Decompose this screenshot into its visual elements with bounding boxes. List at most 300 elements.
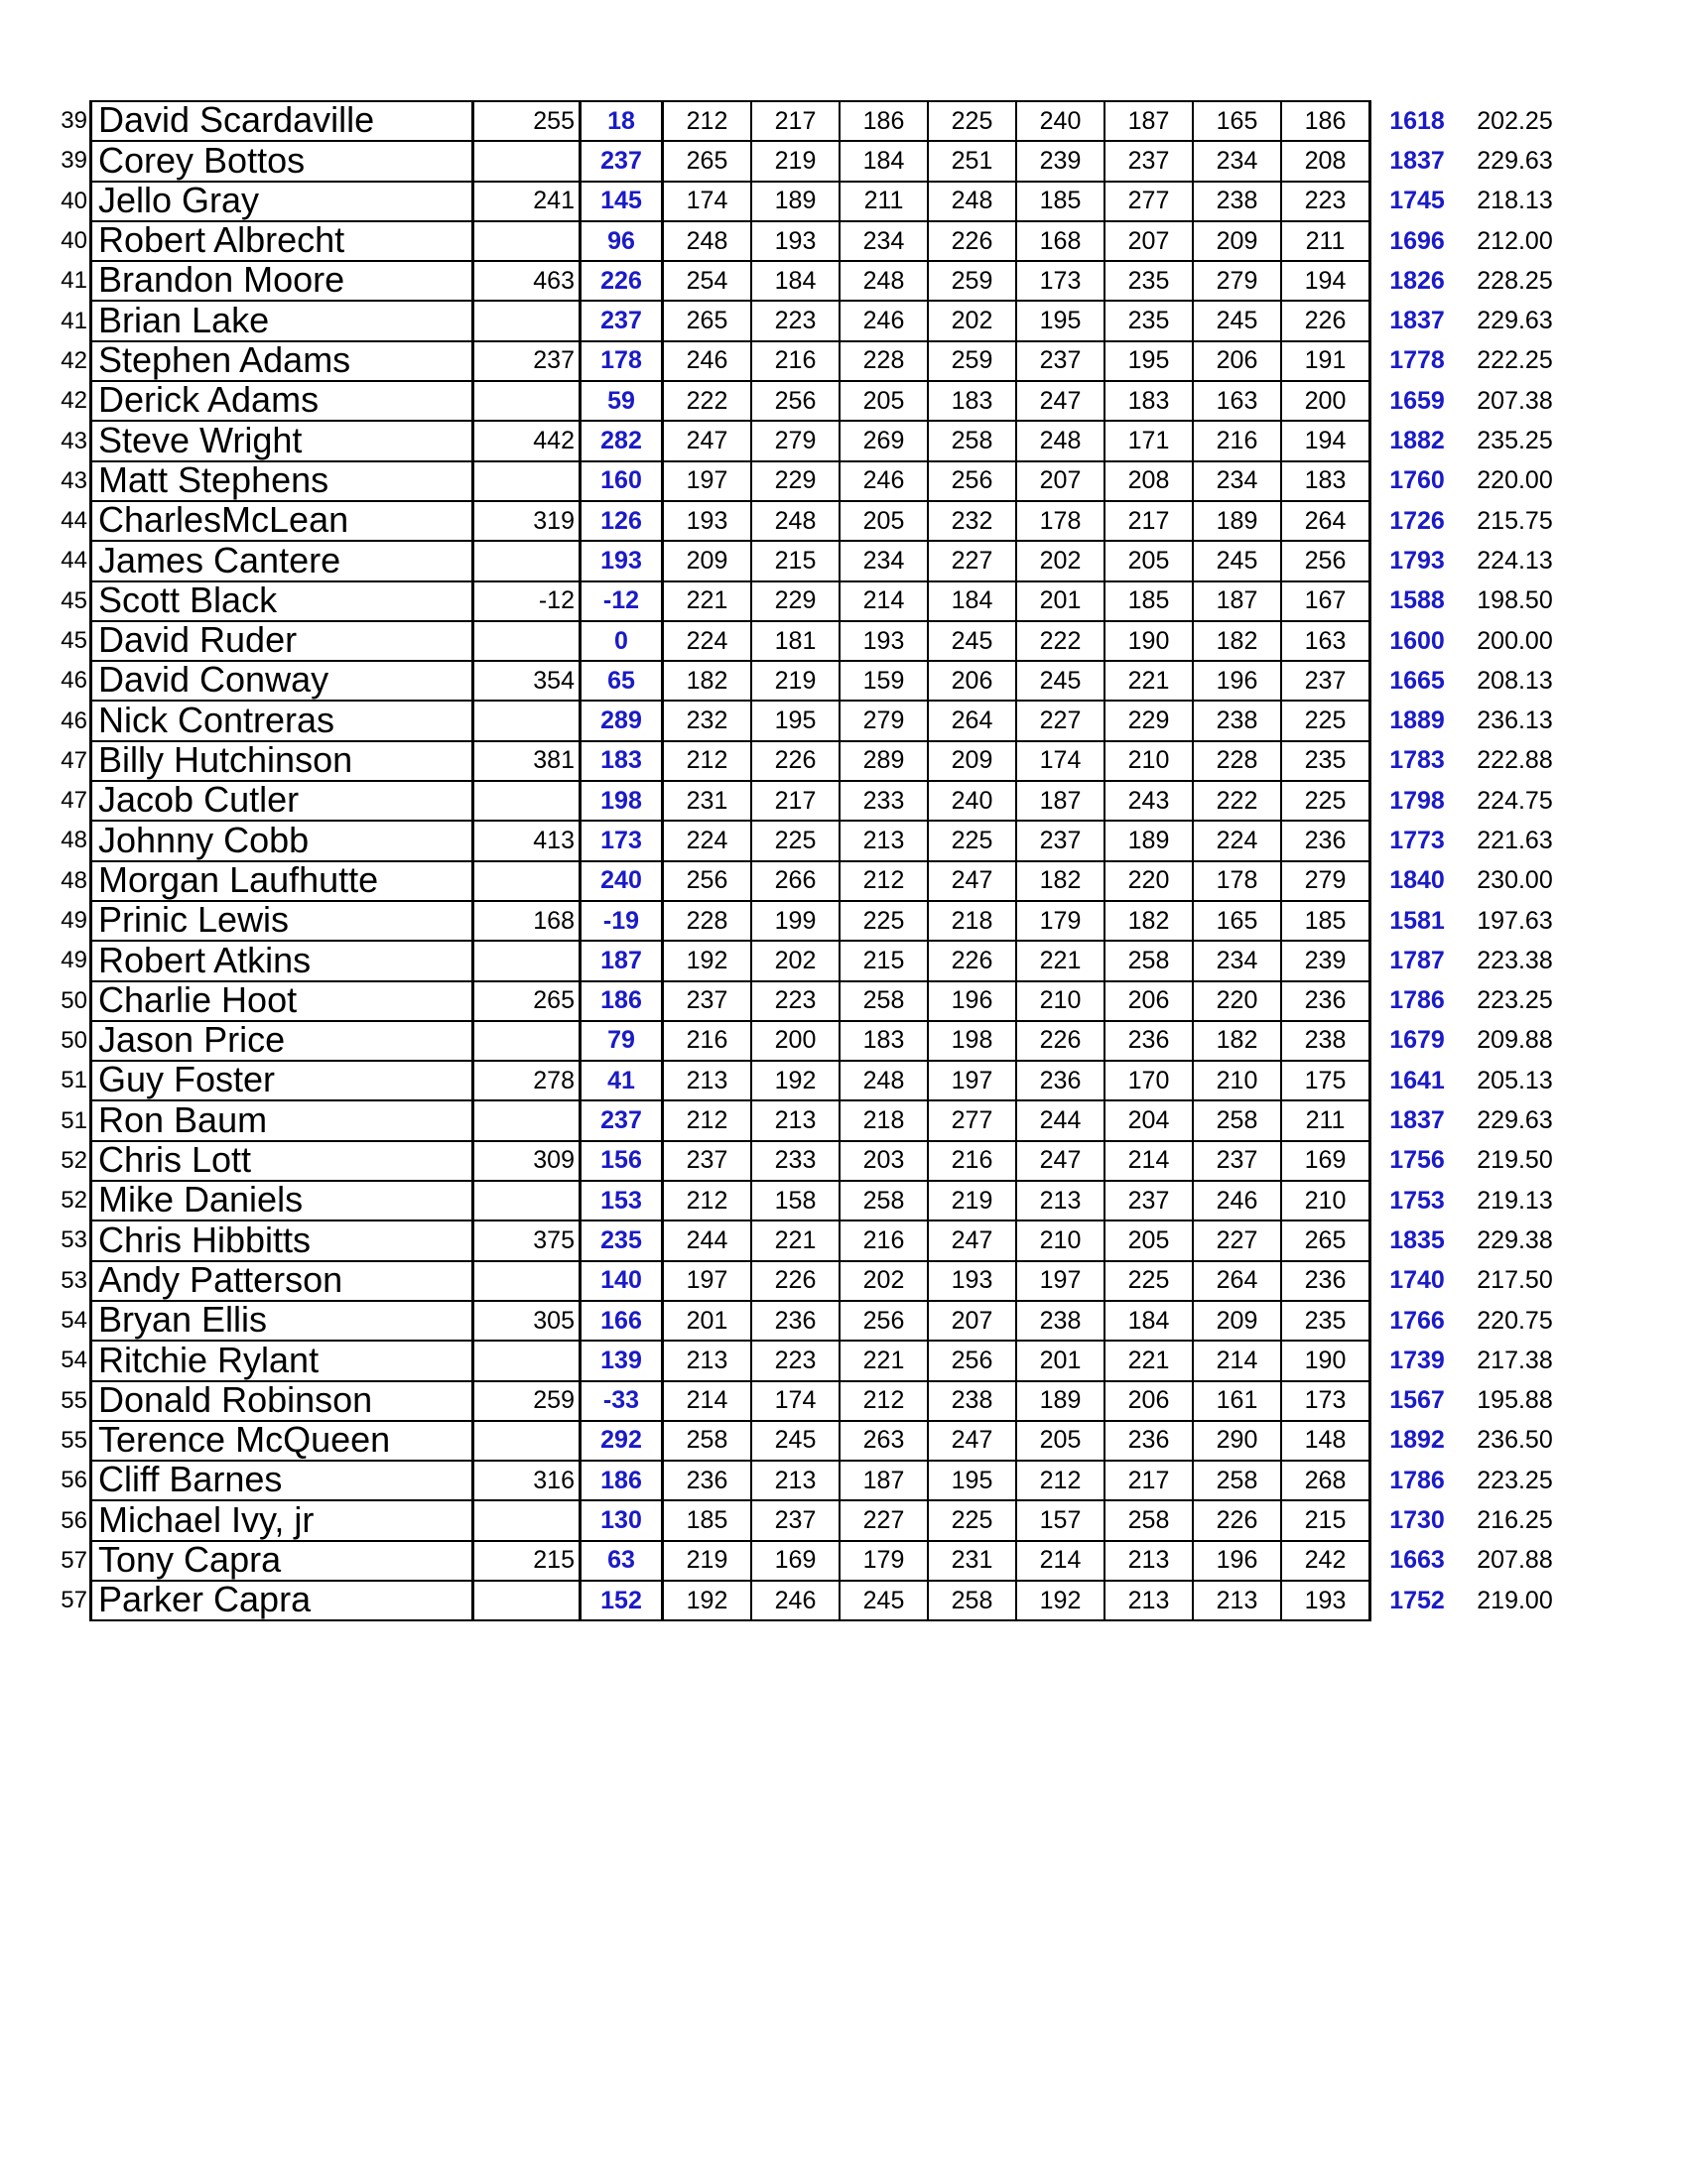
game-score-cell: 201 (1016, 581, 1104, 621)
previous-score-cell (473, 781, 581, 821)
game-score-cell: 225 (1281, 701, 1370, 740)
total-pins-cell: 1826 (1389, 266, 1445, 295)
rank-cell: 54 (61, 1307, 87, 1335)
game-score-cell: 184 (751, 261, 840, 301)
average-cell: 219.50 (1477, 1146, 1553, 1175)
total-pins-cell: 1641 (1389, 1066, 1445, 1094)
rank-cell: 45 (61, 586, 87, 614)
previous-score-cell: 354 (473, 661, 581, 701)
average-cell: 198.50 (1477, 586, 1553, 615)
game-score-cell: 178 (1193, 861, 1281, 901)
bowler-name-cell: Matt Stephens (91, 461, 473, 501)
total-pins-cell: 1588 (1389, 586, 1445, 615)
game-score-cell: 256 (928, 1341, 1016, 1380)
previous-score-cell: 215 (473, 1541, 581, 1581)
bowler-name-cell: Robert Atkins (91, 941, 473, 980)
table-row (44, 1500, 1567, 1540)
game-score-cell: 190 (1281, 1341, 1370, 1380)
previous-score-cell: 319 (473, 501, 581, 541)
game-score-cell: 219 (663, 1541, 752, 1581)
table-row (44, 1061, 1567, 1100)
bowler-name-cell: David Ruder (91, 621, 473, 661)
game-score-cell: 237 (1104, 141, 1193, 181)
game-score-cell: 227 (1193, 1220, 1281, 1260)
game-score-cell: 237 (663, 1141, 752, 1181)
rank-cell: 54 (61, 1347, 87, 1374)
average-cell: 219.00 (1477, 1586, 1553, 1614)
average-cell: 212.00 (1477, 226, 1553, 255)
previous-score-cell: -12 (473, 581, 581, 621)
game-score-cell: 226 (1016, 1021, 1104, 1061)
game-score-cell: 226 (751, 1261, 840, 1301)
game-score-cell: 234 (840, 221, 928, 261)
game-score-cell: 239 (1281, 941, 1370, 980)
average-cell: 202.25 (1477, 106, 1553, 135)
previous-score-cell (473, 621, 581, 661)
handicap-cell: 126 (581, 501, 663, 541)
game-score-cell: 256 (928, 461, 1016, 501)
bowler-name-cell: Terence McQueen (91, 1421, 473, 1461)
game-score-cell: 219 (928, 1181, 1016, 1220)
total-pins-cell: 1665 (1389, 666, 1445, 695)
bowler-name-cell: Billy Hutchinson (91, 741, 473, 781)
previous-score-cell: 168 (473, 901, 581, 941)
game-score-cell: 227 (928, 541, 1016, 580)
game-score-cell: 212 (1016, 1461, 1104, 1500)
game-score-cell: 186 (1281, 101, 1370, 141)
game-score-cell: 159 (840, 661, 928, 701)
game-score-cell: 223 (751, 301, 840, 340)
game-score-cell: 189 (751, 182, 840, 221)
handicap-cell: 235 (581, 1220, 663, 1260)
game-score-cell: 246 (663, 341, 752, 381)
average-cell: 209.88 (1477, 1026, 1553, 1055)
game-score-cell: 238 (928, 1381, 1016, 1421)
rank-cell: 43 (61, 466, 87, 494)
rank-cell: 41 (61, 267, 87, 295)
game-score-cell: 214 (1016, 1541, 1104, 1581)
game-score-cell: 235 (1104, 301, 1193, 340)
game-score-cell: 244 (663, 1220, 752, 1260)
rank-cell: 50 (61, 1026, 87, 1054)
game-score-cell: 211 (840, 182, 928, 221)
game-score-cell: 236 (1104, 1021, 1193, 1061)
table-row (44, 821, 1567, 860)
rank-cell: 53 (61, 1226, 87, 1254)
game-score-cell: 245 (1016, 661, 1104, 701)
game-score-cell: 216 (1193, 421, 1281, 460)
game-score-cell: 197 (663, 461, 752, 501)
handicap-cell: 183 (581, 741, 663, 781)
game-score-cell: 195 (1104, 341, 1193, 381)
handicap-cell: 152 (581, 1581, 663, 1620)
game-score-cell: 171 (1104, 421, 1193, 460)
handicap-cell: 198 (581, 781, 663, 821)
game-score-cell: 279 (1193, 261, 1281, 301)
game-score-cell: 265 (663, 301, 752, 340)
game-score-cell: 226 (1281, 301, 1370, 340)
game-score-cell: 209 (663, 541, 752, 580)
game-score-cell: 225 (840, 901, 928, 941)
game-score-cell: 224 (663, 821, 752, 860)
game-score-cell: 258 (1193, 1100, 1281, 1140)
previous-score-cell (473, 1181, 581, 1220)
game-score-cell: 256 (663, 861, 752, 901)
game-score-cell: 236 (1016, 1061, 1104, 1100)
average-cell: 218.13 (1477, 187, 1553, 215)
game-score-cell: 205 (1104, 1220, 1193, 1260)
game-score-cell: 193 (840, 621, 928, 661)
rank-cell: 47 (61, 746, 87, 774)
bowler-name-cell: Donald Robinson (91, 1381, 473, 1421)
game-score-cell: 211 (1281, 1100, 1370, 1140)
handicap-cell: 173 (581, 821, 663, 860)
game-score-cell: 206 (928, 661, 1016, 701)
game-score-cell: 221 (663, 581, 752, 621)
game-score-cell: 210 (1016, 981, 1104, 1021)
game-score-cell: 210 (1016, 1220, 1104, 1260)
game-score-cell: 212 (663, 101, 752, 141)
game-score-cell: 216 (840, 1220, 928, 1260)
game-score-cell: 264 (928, 701, 1016, 740)
bowler-name-cell: Robert Albrecht (91, 221, 473, 261)
rank-cell: 47 (61, 787, 87, 815)
rank-cell: 56 (61, 1506, 87, 1534)
game-score-cell: 219 (751, 141, 840, 181)
game-score-cell: 258 (663, 1421, 752, 1461)
game-score-cell: 235 (1281, 741, 1370, 781)
game-score-cell: 246 (840, 301, 928, 340)
handicap-cell: 59 (581, 381, 663, 421)
game-score-cell: 258 (928, 1581, 1016, 1620)
game-score-cell: 184 (928, 581, 1016, 621)
game-score-cell: 235 (1104, 261, 1193, 301)
game-score-cell: 237 (1281, 661, 1370, 701)
average-cell: 208.13 (1477, 666, 1553, 695)
game-score-cell: 193 (1281, 1581, 1370, 1620)
total-pins-cell: 1659 (1389, 386, 1445, 415)
total-pins-cell: 1840 (1389, 866, 1445, 895)
average-cell: 223.25 (1477, 1466, 1553, 1494)
game-score-cell: 204 (1104, 1100, 1193, 1140)
game-score-cell: 224 (1193, 821, 1281, 860)
game-score-cell: 216 (751, 341, 840, 381)
game-score-cell: 248 (840, 1061, 928, 1100)
bowler-name-cell: James Cantere (91, 541, 473, 580)
game-score-cell: 269 (840, 421, 928, 460)
rank-cell: 53 (61, 1266, 87, 1294)
game-score-cell: 169 (1281, 1141, 1370, 1181)
game-score-cell: 221 (1104, 1341, 1193, 1380)
table-row (44, 701, 1567, 740)
game-score-cell: 256 (751, 381, 840, 421)
game-score-cell: 196 (1193, 661, 1281, 701)
average-cell: 220.75 (1477, 1306, 1553, 1335)
previous-score-cell (473, 701, 581, 740)
game-score-cell: 277 (928, 1100, 1016, 1140)
game-score-cell: 265 (1281, 1220, 1370, 1260)
game-score-cell: 239 (1016, 141, 1104, 181)
previous-score-cell: 375 (473, 1220, 581, 1260)
game-score-cell: 187 (1016, 781, 1104, 821)
rank-cell: 42 (61, 387, 87, 415)
average-cell: 229.63 (1477, 146, 1553, 175)
game-score-cell: 266 (751, 861, 840, 901)
total-pins-cell: 1567 (1389, 1386, 1445, 1415)
game-score-cell: 206 (1193, 341, 1281, 381)
game-score-cell: 206 (1104, 1381, 1193, 1421)
game-score-cell: 236 (751, 1301, 840, 1341)
handicap-cell: 96 (581, 221, 663, 261)
game-score-cell: 218 (840, 1100, 928, 1140)
game-score-cell: 184 (1104, 1301, 1193, 1341)
game-score-cell: 213 (1104, 1581, 1193, 1620)
table-row (44, 461, 1567, 501)
game-score-cell: 213 (751, 1461, 840, 1500)
rank-cell: 49 (61, 907, 87, 935)
rank-cell: 56 (61, 1467, 87, 1494)
table-row (44, 341, 1567, 381)
previous-score-cell (473, 941, 581, 980)
game-score-cell: 205 (1016, 1421, 1104, 1461)
game-score-cell: 192 (663, 1581, 752, 1620)
average-cell: 195.88 (1477, 1386, 1553, 1415)
game-score-cell: 226 (928, 221, 1016, 261)
game-score-cell: 226 (928, 941, 1016, 980)
rank-cell: 57 (61, 1587, 87, 1614)
average-cell: 217.50 (1477, 1266, 1553, 1295)
game-score-cell: 219 (751, 661, 840, 701)
game-score-cell: 225 (1281, 781, 1370, 821)
game-score-cell: 174 (663, 182, 752, 221)
game-score-cell: 240 (1016, 101, 1104, 141)
game-score-cell: 289 (840, 741, 928, 781)
game-score-cell: 263 (840, 1421, 928, 1461)
bowler-name-cell: Prinic Lewis (91, 901, 473, 941)
game-score-cell: 168 (1016, 221, 1104, 261)
game-score-cell: 238 (1016, 1301, 1104, 1341)
game-score-cell: 236 (1281, 821, 1370, 860)
game-score-cell: 196 (1193, 1541, 1281, 1581)
bowler-name-cell: David Conway (91, 661, 473, 701)
bowler-name-cell: Michael Ivy, jr (91, 1500, 473, 1540)
previous-score-cell (473, 1021, 581, 1061)
game-score-cell: 187 (1104, 101, 1193, 141)
bowler-name-cell: Tony Capra (91, 1541, 473, 1581)
previous-score-cell: 237 (473, 341, 581, 381)
average-cell: 215.75 (1477, 506, 1553, 535)
average-cell: 200.00 (1477, 626, 1553, 655)
previous-score-cell (473, 541, 581, 580)
game-score-cell: 182 (1193, 1021, 1281, 1061)
game-score-cell: 220 (1104, 861, 1193, 901)
bowler-name-cell: Parker Capra (91, 1581, 473, 1620)
game-score-cell: 208 (1281, 141, 1370, 181)
game-score-cell: 264 (1281, 501, 1370, 541)
total-pins-cell: 1889 (1389, 707, 1445, 735)
bowler-name-cell: Ron Baum (91, 1100, 473, 1140)
bowler-name-cell: Jello Gray (91, 182, 473, 221)
game-score-cell: 189 (1193, 501, 1281, 541)
game-score-cell: 222 (663, 381, 752, 421)
game-score-cell: 245 (840, 1581, 928, 1620)
previous-score-cell (473, 1341, 581, 1380)
average-cell: 222.25 (1477, 346, 1553, 375)
average-cell: 230.00 (1477, 866, 1553, 895)
table-row (44, 741, 1567, 781)
game-score-cell: 225 (1104, 1261, 1193, 1301)
game-score-cell: 167 (1281, 581, 1370, 621)
bowler-name-cell: Stephen Adams (91, 341, 473, 381)
bowler-name-cell: Chris Lott (91, 1141, 473, 1181)
game-score-cell: 279 (1281, 861, 1370, 901)
game-score-cell: 182 (663, 661, 752, 701)
game-score-cell: 245 (751, 1421, 840, 1461)
rank-cell: 50 (61, 986, 87, 1014)
game-score-cell: 246 (840, 461, 928, 501)
game-score-cell: 202 (840, 1261, 928, 1301)
total-pins-cell: 1726 (1389, 506, 1445, 535)
game-score-cell: 213 (751, 1100, 840, 1140)
game-score-cell: 217 (751, 101, 840, 141)
game-score-cell: 221 (751, 1220, 840, 1260)
handicap-cell: 237 (581, 1100, 663, 1140)
game-score-cell: 158 (751, 1181, 840, 1220)
bowler-name-cell: Brandon Moore (91, 261, 473, 301)
table-row (44, 1541, 1567, 1581)
game-score-cell: 165 (1193, 101, 1281, 141)
average-cell: 229.38 (1477, 1225, 1553, 1254)
handicap-cell: 226 (581, 261, 663, 301)
previous-score-cell (473, 301, 581, 340)
previous-score-cell: 265 (473, 981, 581, 1021)
previous-score-cell: 259 (473, 1381, 581, 1421)
game-score-cell: 205 (840, 381, 928, 421)
bowler-name-cell: Charlie Hoot (91, 981, 473, 1021)
total-pins-cell: 1793 (1389, 546, 1445, 575)
handicap-cell: 240 (581, 861, 663, 901)
game-score-cell: 246 (751, 1581, 840, 1620)
rank-cell: 46 (61, 707, 87, 734)
game-score-cell: 215 (1281, 1500, 1370, 1540)
table-row (44, 941, 1567, 980)
handicap-cell: 193 (581, 541, 663, 580)
game-score-cell: 185 (1016, 182, 1104, 221)
bowler-name-cell: Derick Adams (91, 381, 473, 421)
rank-cell: 52 (61, 1146, 87, 1174)
game-score-cell: 209 (928, 741, 1016, 781)
table-row (44, 621, 1567, 661)
game-score-cell: 225 (751, 821, 840, 860)
previous-score-cell: 309 (473, 1141, 581, 1181)
total-pins-cell: 1892 (1389, 1426, 1445, 1455)
game-score-cell: 229 (751, 581, 840, 621)
table-row (44, 1301, 1567, 1341)
game-score-cell: 254 (663, 261, 752, 301)
game-score-cell: 148 (1281, 1421, 1370, 1461)
bowler-name-cell: Cliff Barnes (91, 1461, 473, 1500)
game-score-cell: 209 (1193, 221, 1281, 261)
rank-cell: 44 (61, 547, 87, 575)
game-score-cell: 210 (1281, 1181, 1370, 1220)
game-score-cell: 238 (1281, 1021, 1370, 1061)
average-cell: 223.38 (1477, 946, 1553, 974)
average-cell: 220.00 (1477, 466, 1553, 495)
game-score-cell: 256 (1281, 541, 1370, 580)
bowler-name-cell: Morgan Laufhutte (91, 861, 473, 901)
rank-cell: 43 (61, 427, 87, 454)
game-score-cell: 201 (1016, 1341, 1104, 1380)
game-score-cell: 196 (928, 981, 1016, 1021)
table-row (44, 1581, 1567, 1620)
game-score-cell: 207 (1104, 221, 1193, 261)
game-score-cell: 183 (928, 381, 1016, 421)
game-score-cell: 202 (751, 941, 840, 980)
table-row (44, 421, 1567, 460)
bowler-name-cell: Steve Wright (91, 421, 473, 460)
average-cell: 205.13 (1477, 1066, 1553, 1094)
table-row (44, 1461, 1567, 1500)
handicap-cell: 160 (581, 461, 663, 501)
average-cell: 228.25 (1477, 266, 1553, 295)
game-score-cell: 245 (1193, 301, 1281, 340)
game-score-cell: 213 (1193, 1581, 1281, 1620)
average-cell: 207.88 (1477, 1546, 1553, 1575)
previous-score-cell: 413 (473, 821, 581, 860)
handicap-cell: 237 (581, 301, 663, 340)
total-pins-cell: 1882 (1389, 427, 1445, 455)
handicap-cell: 145 (581, 182, 663, 221)
game-score-cell: 240 (928, 781, 1016, 821)
game-score-cell: 214 (1104, 1141, 1193, 1181)
table-row (44, 541, 1567, 580)
game-score-cell: 227 (840, 1500, 928, 1540)
game-score-cell: 195 (1016, 301, 1104, 340)
game-score-cell: 200 (1281, 381, 1370, 421)
total-pins-cell: 1837 (1389, 1106, 1445, 1135)
rank-cell: 42 (61, 346, 87, 374)
game-score-cell: 185 (1281, 901, 1370, 941)
game-score-cell: 205 (1104, 541, 1193, 580)
game-score-cell: 157 (1016, 1500, 1104, 1540)
game-score-cell: 202 (1016, 541, 1104, 580)
handicap-cell: -33 (581, 1381, 663, 1421)
handicap-cell: -12 (581, 581, 663, 621)
game-score-cell: 181 (751, 621, 840, 661)
bowler-name-cell: Bryan Ellis (91, 1301, 473, 1341)
table-row (44, 1341, 1567, 1380)
standings-rows (44, 101, 1567, 1620)
bowler-name-cell: CharlesMcLean (91, 501, 473, 541)
table-row (44, 261, 1567, 301)
game-score-cell: 192 (1016, 1581, 1104, 1620)
handicap-cell: 18 (581, 101, 663, 141)
bowler-name-cell: Jason Price (91, 1021, 473, 1061)
game-score-cell: 217 (751, 781, 840, 821)
average-cell: 221.63 (1477, 826, 1553, 854)
game-score-cell: 256 (840, 1301, 928, 1341)
game-score-cell: 186 (840, 101, 928, 141)
game-score-cell: 197 (928, 1061, 1016, 1100)
game-score-cell: 207 (1016, 461, 1104, 501)
game-score-cell: 198 (928, 1021, 1016, 1061)
previous-score-cell (473, 1100, 581, 1140)
game-score-cell: 205 (840, 501, 928, 541)
game-score-cell: 174 (751, 1381, 840, 1421)
game-score-cell: 237 (1016, 821, 1104, 860)
rank-cell: 40 (61, 187, 87, 214)
handicap-cell: 153 (581, 1181, 663, 1220)
